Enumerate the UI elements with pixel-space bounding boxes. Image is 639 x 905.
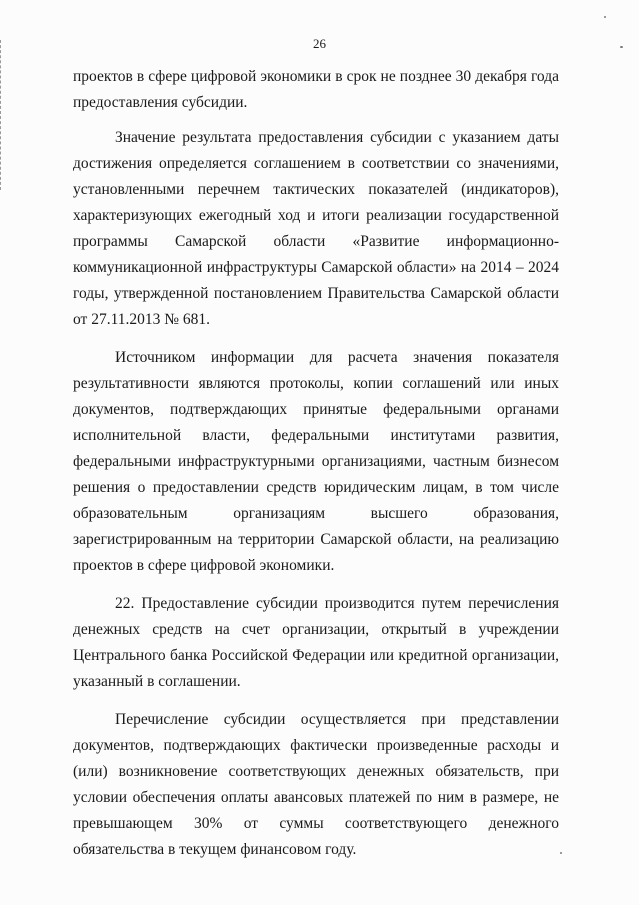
- scan-edge-mark: [0, 40, 2, 190]
- paragraph-item-22: 22. Предоставление субсидии производится путем перечисления денежных средств на счет организации, открытый в учреждении Центрального банка Российской Федерации или кредитной организации, указанный в соглашении.: [73, 595, 559, 690]
- paragraph-information-source: Источником информации для расчета значения показателя результативности являются протоколы, копии соглашений или иных документов, подтверждающих принятые федеральными органами исполнительной власти, федеральными институтами развития, федеральными инфраструктурными организациями, частным бизнесом решения о предоставлении средств юридическим лицам, в том числе образовательным организациям высшего образования, зарегистрированным на территории Самарской области, на реализацию проектов в сфере цифровой экономики.: [73, 349, 559, 574]
- paragraph-result-value: Значение результата предоставления субсидии с указанием даты достижения определяется соглашением в соответствии со значениями, установленными перечнем тактических показателей (индикаторов), характеризующих ежегодный ход и итоги реализации государственной программы Самарской области «Развитие информационно-коммуникационной инфраструктуры Самарской области» на 2014 – 2024 годы, утвержденной постановлением Правительства Самарской области от 27.11.2013 № 681.: [73, 129, 559, 328]
- paragraph-continuation: проектов в сфере цифровой экономики в срок не позднее 30 декабря года предоставления субсидии.: [73, 68, 559, 111]
- scan-speck: [560, 852, 562, 854]
- scan-speck: [604, 16, 606, 18]
- document-body: [73, 64, 559, 875]
- paragraph-transfer: Перечисление субсидии осуществляется при представлении документов, подтверждающих фактически произведенные расходы и (или) возникновение соответствующих денежных обязательств, при условии обеспечения оплаты авансовых платежей по ним в размере, не превышающем 30% от суммы соответствующего денежного обязательства в текущем финансовом году.: [73, 711, 559, 858]
- page-number: 26: [313, 36, 326, 51]
